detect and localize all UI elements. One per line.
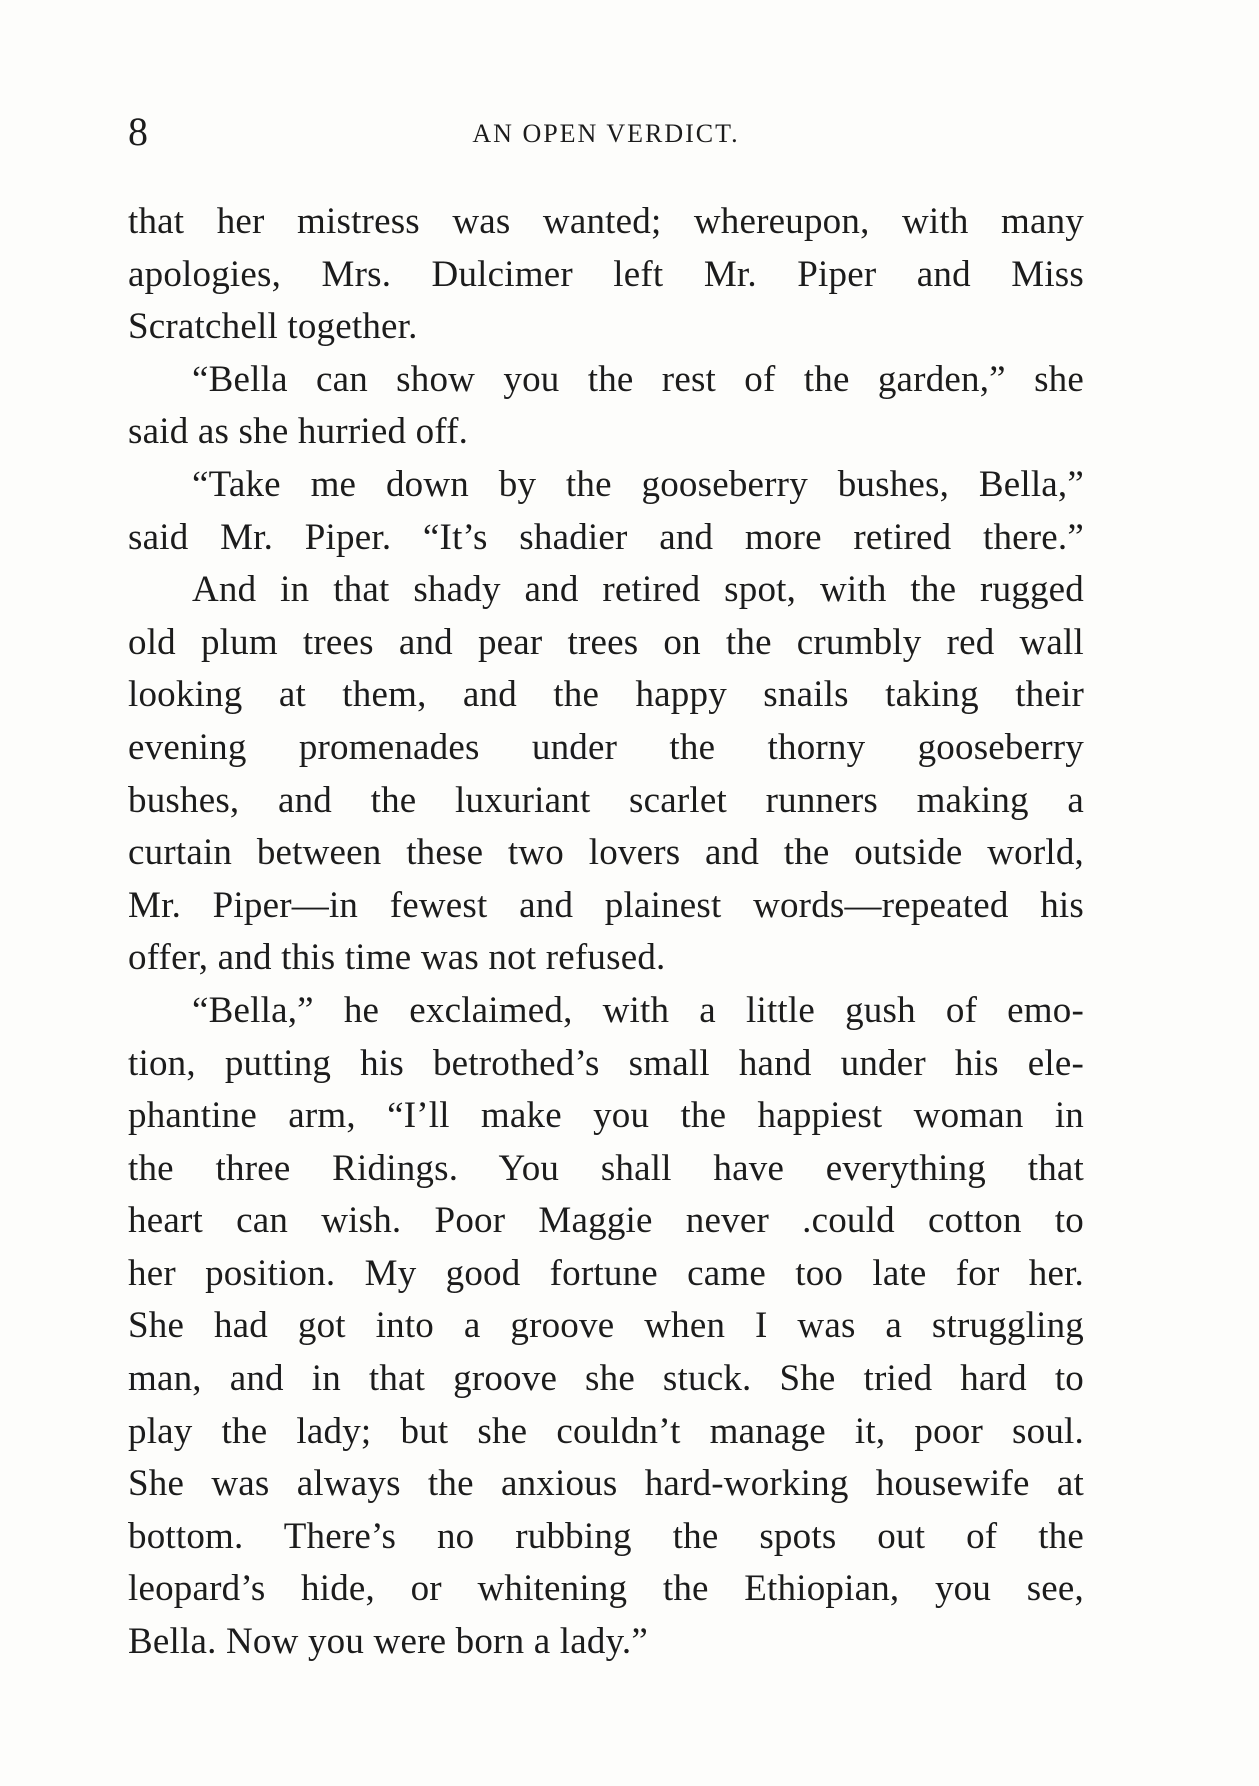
text-line: heart can wish. Poor Maggie never .could cotton to [128, 1200, 1084, 1242]
text-line: “Bella,” he exclaimed, with a little gush of emo- [192, 989, 1084, 1031]
text-line: bottom. There’s no rubbing the spots out of the [128, 1515, 1084, 1557]
text-line: And in that shady and retired spot, with the rugged [192, 569, 1084, 611]
text-line: offer, and this time was not refused. [128, 937, 666, 979]
text-line: said as she hurried off. [128, 411, 469, 453]
text-line: She had got into a groove when I was a struggling [128, 1305, 1084, 1347]
page-number: 8 [128, 109, 148, 154]
text-line: bushes, and the luxuriant scarlet runners making a [128, 779, 1084, 821]
text-line: play the lady; but she couldn’t manage it, poor soul. [128, 1410, 1084, 1452]
text-line: Bella. Now you were born a lady.” [128, 1621, 648, 1663]
text-line: Scratchell together. [128, 306, 418, 348]
text-line: curtain between these two lovers and the outside world, [128, 832, 1084, 874]
text-line: She was always the anxious hard-working housewife at [128, 1463, 1084, 1505]
text-line: tion, putting his betrothed’s small hand under his ele- [128, 1042, 1084, 1084]
text-line: old plum trees and pear trees on the crumbly red wall [128, 621, 1084, 663]
body-text [128, 196, 1084, 1669]
running-head: AN OPEN VERDICT. [472, 119, 740, 148]
text-line: man, and in that groove she stuck. She tried hard to [128, 1358, 1084, 1400]
text-line: looking at them, and the happy snails taking their [128, 674, 1084, 716]
text-line: apologies, Mrs. Dulcimer left Mr. Piper and Miss [128, 253, 1084, 295]
page-header [128, 104, 1084, 160]
text-line: leopard’s hide, or whitening the Ethiopian, you see, [128, 1568, 1084, 1610]
text-line: “Take me down by the gooseberry bushes, Bella,” [192, 463, 1084, 505]
text-line: “Bella can show you the rest of the garden,” she [192, 358, 1084, 400]
text-line: the three Ridings. You shall have everything that [128, 1147, 1084, 1189]
text-line: said Mr. Piper. “It’s shadier and more retired there.” [128, 516, 1084, 558]
text-line: Mr. Piper—in fewest and plainest words—repeated his [128, 884, 1084, 926]
text-line: phantine arm, “I’ll make you the happiest woman in [128, 1095, 1084, 1137]
text-line: her position. My good fortune came too late for her. [128, 1252, 1084, 1294]
text-line: that her mistress was wanted; whereupon, with many [128, 201, 1084, 242]
text-line: evening promenades under the thorny gooseberry [128, 726, 1084, 768]
